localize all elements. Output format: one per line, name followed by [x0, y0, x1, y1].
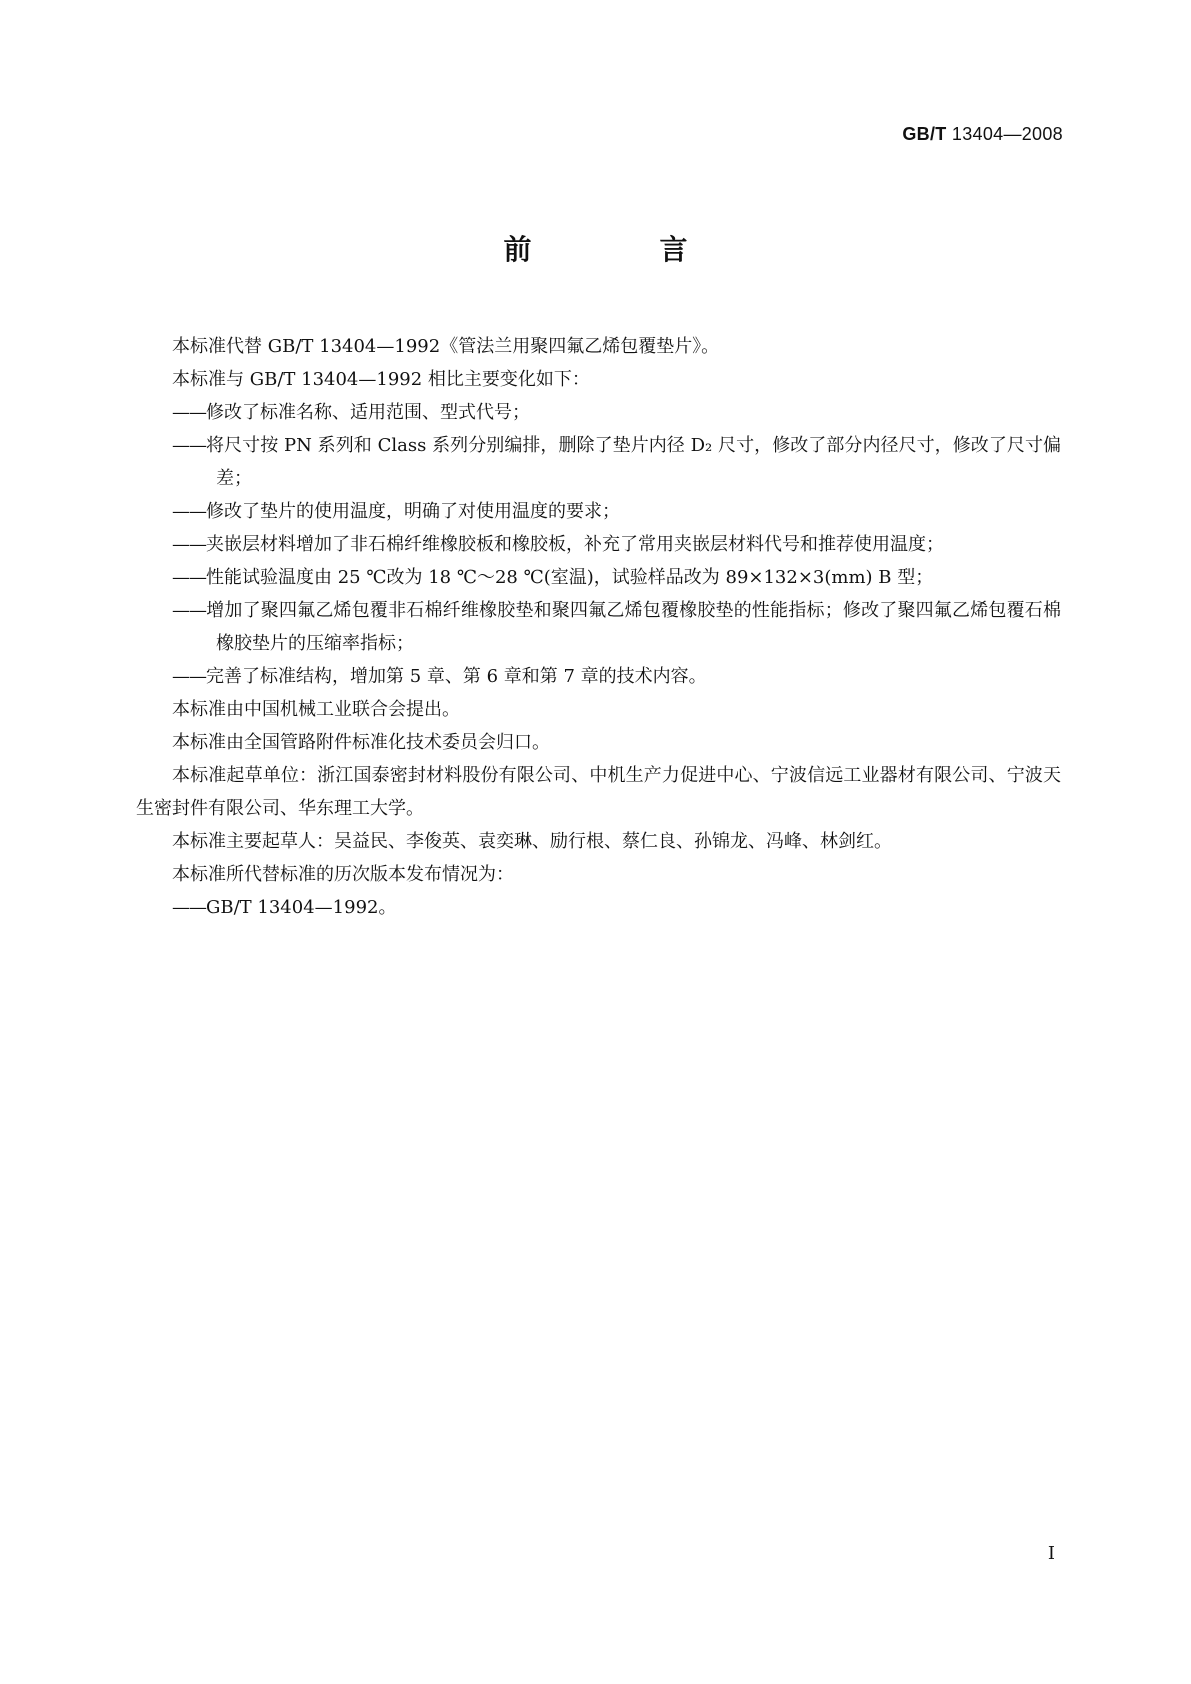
list-item: [136, 528, 1061, 561]
dash-marker: ——: [172, 567, 206, 588]
dash-marker: ——: [172, 600, 206, 621]
paragraph: 本标准主要起草人：吴益民、李俊英、袁奕琳、励行根、蔡仁良、孙锦龙、冯峰、林剑红。: [172, 831, 892, 852]
foreword-body: [136, 330, 1061, 924]
paragraph: 本标准由全国管路附件标准化技术委员会归口。: [172, 732, 550, 753]
dash-marker: ——: [172, 534, 206, 555]
paragraph: 本标准起草单位：浙江国泰密封材料股份有限公司、中机生产力促进中心、宁波信远工业器材有限公司、宁波天生密封件有限公司、华东理工大学。: [136, 765, 1061, 819]
list-item-text: GB/T 13404—1992。: [206, 897, 397, 918]
list-item: [136, 660, 1061, 693]
paragraph: 本标准代替 GB/T 13404—1992《管法兰用聚四氟乙烯包覆垫片》。: [172, 336, 720, 357]
list-item-text: 增加了聚四氟乙烯包覆非石棉纤维橡胶垫和聚四氟乙烯包覆橡胶垫的性能指标；修改了聚四氟乙烯包覆石棉橡胶垫片的压缩率指标；: [206, 600, 1061, 654]
list-item: [136, 891, 1061, 924]
list-item: [136, 594, 1061, 660]
page-number: Ⅰ: [1047, 1543, 1055, 1564]
dash-marker: ——: [172, 666, 206, 687]
list-item: [136, 429, 1061, 495]
paragraph: 本标准与 GB/T 13404—1992 相比主要变化如下：: [172, 369, 590, 390]
list-item-text: 性能试验温度由 25 ℃改为 18 ℃～28 ℃(室温)，试验样品改为 89×132×3(mm) B 型；: [206, 567, 934, 588]
list-item-text: 修改了垫片的使用温度，明确了对使用温度的要求；: [206, 501, 620, 522]
list-item: [136, 561, 1061, 594]
list-item-text: 修改了标准名称、适用范围、型式代号；: [206, 402, 530, 423]
standard-code: [902, 124, 1063, 145]
paragraph: 本标准所代替标准的历次版本发布情况为：: [172, 864, 514, 885]
list-item-text: 将尺寸按 PN 系列和 Class 系列分别编排，删除了垫片内径 D₂ 尺寸，修改了部分内径尺寸，修改了尺寸偏差；: [206, 435, 1061, 489]
list-item-text: 夹嵌层材料增加了非石棉纤维橡胶板和橡胶板，补充了常用夹嵌层材料代号和推荐使用温度；: [206, 534, 944, 555]
list-item: [136, 396, 1061, 429]
standard-code-prefix: GB/T: [902, 124, 947, 144]
dash-marker: ——: [172, 897, 206, 918]
list-item: [136, 495, 1061, 528]
paragraph: 本标准由中国机械工业联合会提出。: [172, 699, 460, 720]
standard-code-number: 13404—2008: [951, 124, 1063, 144]
list-item-text: 完善了标准结构，增加第 5 章、第 6 章和第 7 章的技术内容。: [206, 666, 707, 687]
dash-marker: ——: [172, 402, 206, 423]
dash-marker: ——: [172, 435, 206, 456]
dash-marker: ——: [172, 501, 206, 522]
page-title: 前 言: [503, 233, 738, 266]
